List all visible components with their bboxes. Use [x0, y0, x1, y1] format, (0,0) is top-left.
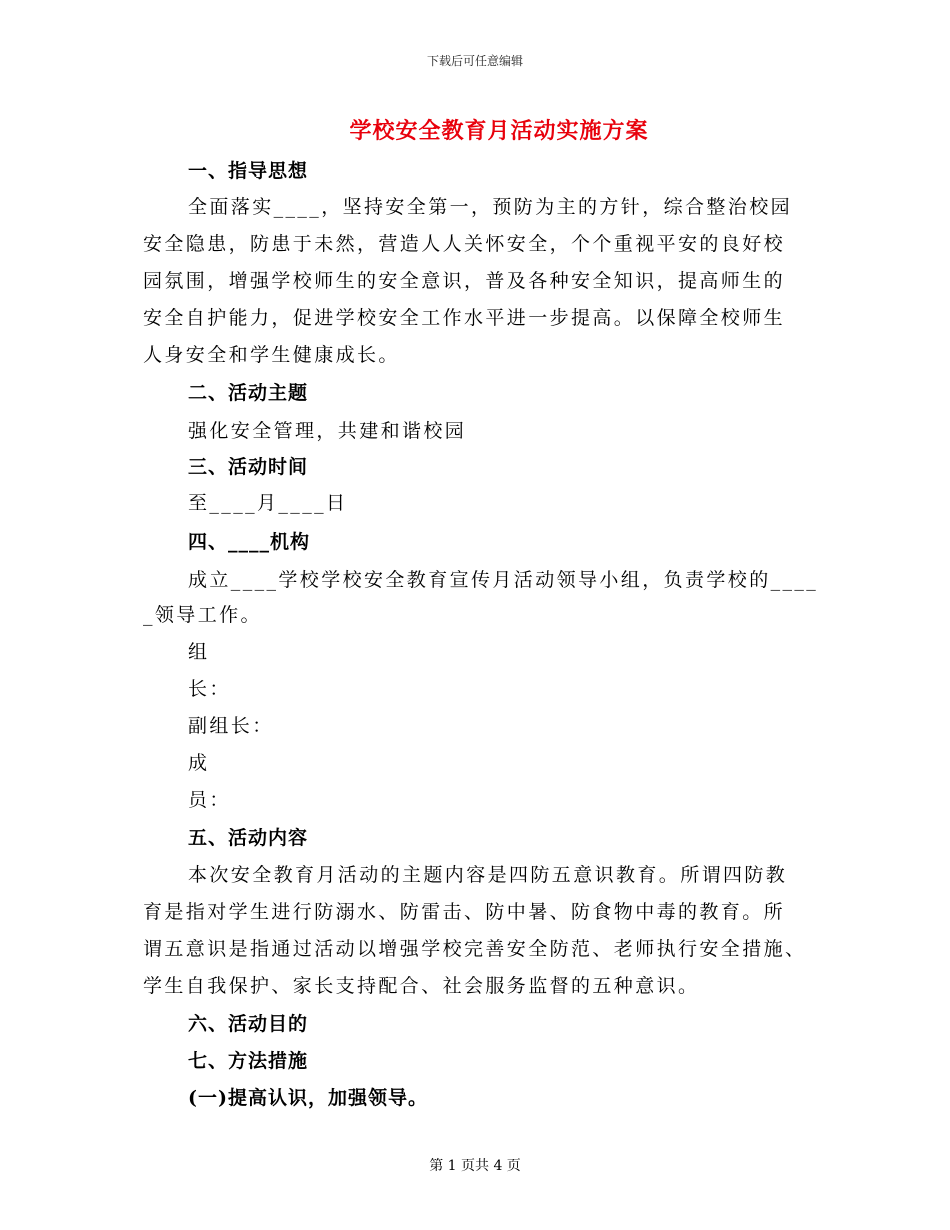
body-line: 谓五意识是指通过活动以增强学校完善安全防范、老师执行安全措施、: [143, 938, 807, 960]
body-line: 员：: [188, 789, 231, 811]
body-line: 至____月____日: [188, 492, 348, 514]
page-footer: 第 1 页共 4 页: [429, 1158, 521, 1174]
body-line: 全面落实____，坚持安全第一，预防为主的方针，综合整治校园: [188, 196, 793, 218]
body-line: 安全自护能力，促进学校安全工作水平进一步提高。以保障全校师生: [143, 307, 786, 329]
body-line: 副组长：: [188, 715, 274, 737]
body-line: 学生自我保护、家长支持配合、社会服务监督的五种意识。: [143, 975, 700, 997]
body-line: 人身安全和学生健康成长。: [143, 344, 400, 366]
body-line: 安全隐患，防患于未然，营造人人关怀安全，个个重视平安的良好校: [143, 233, 786, 255]
body-line: 育是指对学生进行防溺水、防雷击、防中暑、防食物中毒的教育。所: [143, 901, 786, 923]
section-heading: 六、活动目的: [188, 1013, 309, 1035]
document-title: 学校安全教育月活动实施方案: [349, 118, 649, 144]
body-line: 成: [188, 752, 210, 774]
page-header: 下载后可任意编辑: [426, 54, 523, 68]
body-line: 强化安全管理，共建和谐校园: [188, 420, 467, 442]
section-heading: 一、指导思想: [188, 160, 309, 182]
section-heading: 三、活动时间: [188, 456, 309, 478]
body-line: 成立____学校学校安全教育宣传月活动领导小组，负责学校的____: [188, 569, 819, 591]
section-heading: 二、活动主题: [188, 382, 309, 404]
body-line: 本次安全教育月活动的主题内容是四防五意识教育。所谓四防教: [188, 864, 788, 886]
section-heading: 四、____机构: [188, 531, 311, 553]
body-line: _领导工作。: [143, 604, 262, 626]
section-heading: (一)提高认识，加强领导。: [188, 1087, 428, 1109]
body-line: 园氛围，增强学校师生的安全意识，普及各种安全知识，提高师生的: [143, 270, 786, 292]
section-heading: 五、活动内容: [188, 827, 309, 849]
section-heading: 七、方法措施: [188, 1050, 309, 1072]
body-line: 组: [188, 641, 210, 663]
body-line: 长：: [188, 678, 231, 700]
